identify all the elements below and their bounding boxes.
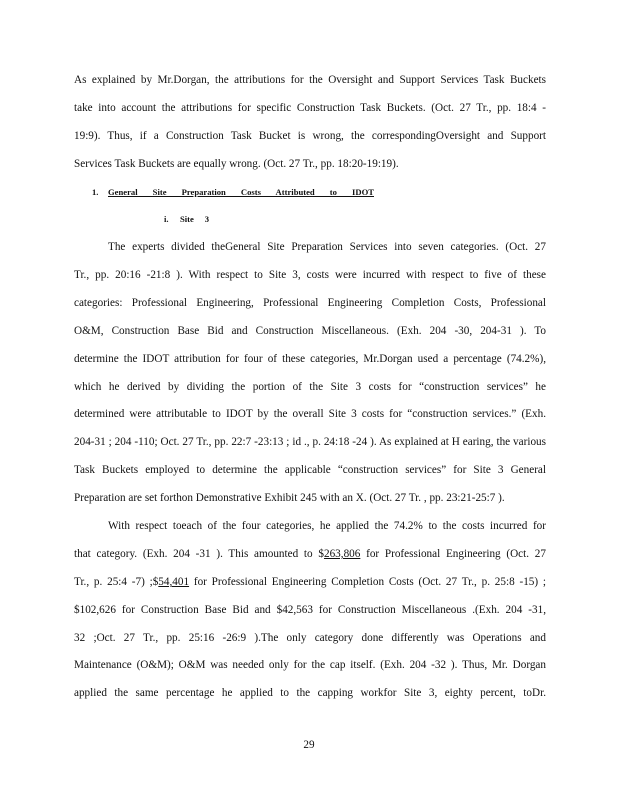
paragraph-2-line-6: which he derived by dividing the portion of the Site 3 costs for “construction services” he — [74, 381, 546, 393]
text-segment: that category. (Exh. 204 -31 ). This amounted to $ — [74, 548, 324, 560]
paragraph-2-line-7: determined were attributable to IDOT by the overall Site 3 costs for “construction services.” (Exh. — [74, 408, 546, 420]
paragraph-1-line-1: As explained by Mr.Dorgan, the attributions for the Oversight and Support Services Task Buckets — [74, 74, 546, 86]
paragraph-3-line-6: Maintenance (O&M); O&M was needed only for the cap itself. (Exh. 204 -32 ). Thus, Mr. Dorgan — [74, 659, 546, 671]
text-segment: Tr., p. 25:4 -7) ;$ — [74, 576, 159, 588]
amount-completion-costs: 54,401 — [158, 576, 190, 588]
subsection-heading: Site 3 — [180, 214, 209, 224]
paragraph-2-line-2: Tr., pp. 20:16 -21:8 ). With respect to Site 3, costs were incurred with respect to five of these — [74, 269, 546, 281]
paragraph-3-line-1: With respect toeach of the four categories, he applied the 74.2% to the costs incurred for — [108, 520, 546, 532]
paragraph-2-line-8: 204-31 ; 204 -110; Oct. 27 Tr., pp. 22:7 -23:13 ; id ., p. 24:18 -24 ). As explained at H earing, the various — [74, 436, 546, 448]
paragraph-3-line-3 — [74, 575, 546, 589]
paragraph-3-line-7: applied the same percentage he applied to the capping workfor Site 3, eighty percent, toDr. — [74, 687, 546, 699]
paragraph-2-line-9: Task Buckets employed to determine the applicable “construction services” for Site 3 General — [74, 464, 546, 476]
paragraph-2-line-3: categories: Professional Engineering, Professional Engineering Completion Costs, Professional — [74, 297, 546, 309]
paragraph-3-line-2 — [74, 547, 546, 561]
paragraph-3-line-4: $102,626 for Construction Base Bid and $42,563 for Construction Miscellaneous .(Exh. 204 -31, — [74, 604, 546, 616]
paragraph-2-line-10: Preparation are set forthon Demonstrative Exhibit 245 with an X. (Oct. 27 Tr. , pp. 23:21-25:7 ). — [74, 492, 505, 504]
text-segment: for Professional Engineering Completion Costs (Oct. 27 Tr., p. 25:8 -15) ; — [189, 576, 546, 588]
paragraph-2-line-5: determine the IDOT attribution for four of these categories, Mr.Dorgan used a percentage (74.2%), — [74, 353, 546, 365]
section-heading: General Site Preparation Costs Attributed to IDOT — [108, 187, 374, 197]
subsection-number: i. — [164, 214, 169, 224]
page-number: 29 — [303, 739, 315, 751]
section-number: 1. — [92, 187, 99, 197]
text-segment: for Professional Engineering (Oct. 27 — [360, 548, 546, 560]
paragraph-3-line-5: 32 ;Oct. 27 Tr., pp. 25:16 -26:9 ).The only category done differently was Operations and — [74, 632, 546, 644]
paragraph-1-line-3: 19:9). Thus, if a Construction Task Bucket is wrong, the correspondingOversight and Support — [74, 130, 546, 142]
amount-professional-engineering: 263,806 — [323, 548, 361, 560]
paragraph-1-line-2: take into account the attributions for specific Construction Task Buckets. (Oct. 27 Tr., pp. 18:4 - — [74, 102, 546, 114]
paragraph-2-line-1: The experts divided theGeneral Site Preparation Services into seven categories. (Oct. 27 — [108, 241, 546, 253]
paragraph-2-line-4: O&M, Construction Base Bid and Construction Miscellaneous. (Exh. 204 -30, 204-31 ). To — [74, 325, 546, 337]
paragraph-1-line-4: Services Task Buckets are equally wrong. (Oct. 27 Tr., pp. 18:20-19:19). — [74, 158, 399, 170]
